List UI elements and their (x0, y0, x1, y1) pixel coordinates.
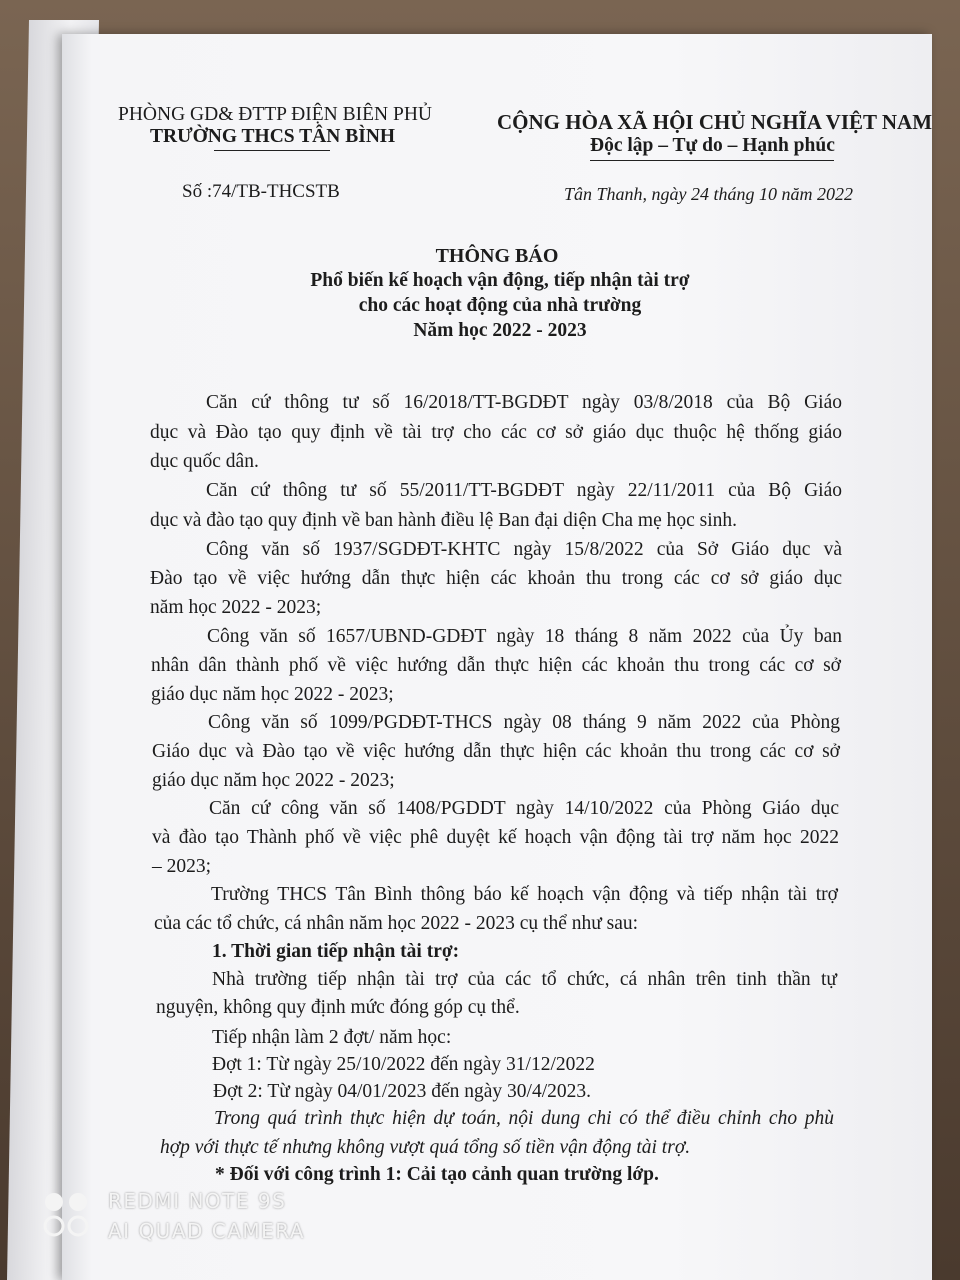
header-motto-underline (590, 160, 834, 161)
watermark-model: REDMI NOTE 9S (108, 1189, 287, 1213)
body-line: Căn cứ thông tư số 16/2018/TT-BGDĐT ngày 03/8/2018 của Bộ Giáo (206, 392, 842, 413)
body-line: dục quốc dân. (150, 451, 259, 472)
body-line: Công văn số 1937/SGDĐT-KHTC ngày 15/8/2022 của Sở Giáo dục và (206, 539, 842, 560)
body-line: giáo dục năm học 2022 - 2023; (151, 684, 394, 705)
header-motto: Độc lập – Tự do – Hạnh phúc (590, 135, 835, 156)
body-line: năm học 2022 - 2023; (150, 597, 322, 618)
body-line: dục và đào tạo quy định về ban hành điều lệ Ban đại diện Cha mẹ học sinh. (150, 510, 738, 531)
document-title: THÔNG BÁO (435, 245, 559, 267)
body-line: giáo dục năm học 2022 - 2023; (152, 770, 395, 791)
body-line: Giáo dục và Đào tạo về việc hướng dẫn thực hiện các khoản thu trong các cơ sở (152, 741, 840, 762)
body-line-italic: Trong quá trình thực hiện dự toán, nội dung chi có thể điều chỉnh cho phù (214, 1108, 834, 1129)
document-subtitle-1: Phổ biến kế hoạch vận động, tiếp nhận tài trợ (310, 270, 690, 291)
document-subtitle-3: Năm học 2022 - 2023 (413, 320, 587, 341)
body-line: Công văn số 1099/PGDĐT-THCS ngày 08 tháng 9 năm 2022 của Phòng (208, 712, 840, 733)
document-date: Tân Thanh, ngày 24 tháng 10 năm 2022 (564, 184, 854, 204)
body-line: – 2023; (152, 856, 212, 877)
body-line: Công văn số 1657/UBND-GDĐT ngày 18 tháng 8 năm 2022 của Ủy ban (207, 626, 842, 647)
body-line: Đợt 1: Từ ngày 25/10/2022 đến ngày 31/12/2022 (212, 1054, 595, 1075)
header-school-name: TRƯỜNG THCS TÂN BÌNH (150, 126, 396, 147)
camera-logo-icon (42, 1190, 90, 1238)
body-line: và đào tạo Thành phố về việc phê duyệt kế hoạch vận động tài trợ năm học 2022 (152, 827, 839, 848)
document-subtitle-2: cho các hoạt động của nhà trường (358, 295, 642, 316)
body-line: Căn cứ công văn số 1408/PGDDT ngày 14/10/2022 của Phòng Giáo dục (209, 798, 839, 819)
section-heading: 1. Thời gian tiếp nhận tài trợ: (212, 941, 460, 962)
body-line-italic: hợp với thực tế nhưng không vượt quá tổng số tiền vận động tài trợ. (160, 1137, 691, 1158)
document-number: Số :74/TB-THCSTB (182, 181, 340, 202)
body-line: dục và Đào tạo quy định về tài trợ cho các cơ sở giáo dục thuộc hệ thống giáo (150, 422, 842, 443)
body-line: Đào tạo về việc hướng dẫn thực hiện các khoản thu trong các cơ sở giáo dục (150, 568, 842, 589)
watermark-camera: AI QUAD CAMERA (108, 1219, 306, 1243)
body-line: Căn cứ thông tư số 55/2011/TT-BGDĐT ngày 22/11/2011 của Bộ Giáo (206, 480, 842, 501)
body-line: Nhà trường tiếp nhận tài trợ của các tổ chức, cá nhân trên tinh thần tự (212, 969, 837, 990)
body-line: nguyện, không quy định mức đóng góp cụ thể. (156, 997, 520, 1018)
body-line: Tiếp nhận làm 2 đợt/ năm học: (212, 1027, 452, 1048)
header-left-underline (214, 150, 330, 151)
body-line: nhân dân thành phố về việc hướng dẫn thực hiện các khoản thu trong các cơ sở (151, 655, 841, 676)
body-line: Trường THCS Tân Bình thông báo kế hoạch vận động và tiếp nhận tài trợ (211, 884, 838, 905)
header-department: PHÒNG GD& ĐTTP ĐIỆN BIÊN PHỦ (118, 104, 432, 125)
section-subheading: * Đối với công trình 1: Cải tạo cảnh quan trường lớp. (215, 1164, 659, 1185)
body-line: Đợt 2: Từ ngày 04/01/2023 đến ngày 30/4/2023. (213, 1081, 591, 1102)
body-line: của các tổ chức, cá nhân năm học 2022 - 2023 cụ thể như sau: (154, 913, 639, 934)
header-country-name: CỘNG HÒA XÃ HỘI CHỦ NGHĨA VIỆT NAM (497, 110, 933, 134)
